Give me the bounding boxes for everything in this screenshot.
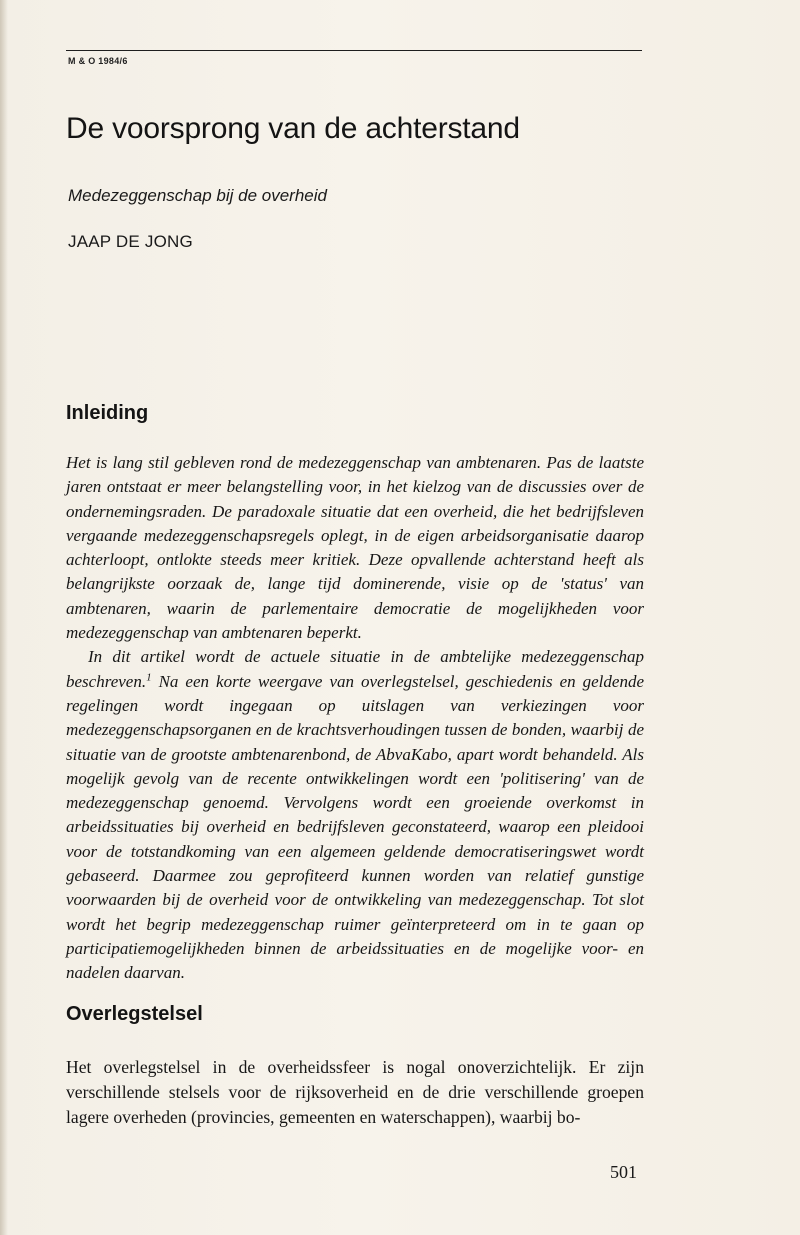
- page-edge-shadow: [0, 0, 8, 1235]
- running-head: M & O 1984/6: [68, 56, 128, 66]
- abstract-sentence: Na een korte weergave van overlegstelsel, geschiedenis en geldende regelingen wordt ingegaan op uitslagen van verkiezingen voor medezeggenschapsorganen en de krachtsverhoudingen tussen de bonden, waarbij de situatie van de grootste ambtenarenbond, de AbvaKabo, apart wordt behandeld. Als mogelijk gevolg van de recente ontwikkelingen wordt een 'politisering' van de medezeggenschap genoemd. Vervolgens wordt een groeiende overkomst in arbeidssituaties bij overheid en bedrijfsleven geconstateerd, waarop een pleidooi voor de totstandkoming van een algemeen geldende democratiseringswet wordt gebaseerd. Daarmee zou geprofiteerd kunnen worden van relatief gunstige voorwaarden bij de overheid voor de ontwikkeling van medezeggenschap. Tot slot wordt het begrip medezeggenschap ruimer geïnterpreteerd om in te gaan op participatiemogelijkheden binnen de arbeidssituaties en de mogelijke voor- en nadelen daarvan.: [66, 671, 644, 983]
- section-heading-overlegstelsel: Overlegstelsel: [66, 1003, 203, 1025]
- header-rule: [66, 50, 642, 51]
- page-number: 501: [610, 1162, 637, 1182]
- article-author: JAAP DE JONG: [68, 232, 193, 251]
- article-subtitle: Medezeggenschap bij de overheid: [68, 186, 327, 205]
- abstract-paragraph: [66, 645, 644, 985]
- footnote-marker[interactable]: 1: [146, 671, 152, 684]
- abstract-sentence: In dit artikel wordt de actuele situatie in de ambtelijke medezeggenschap beschreven.: [66, 647, 644, 691]
- article-title: De voorsprong van de achterstand: [66, 112, 520, 145]
- abstract-block: [66, 451, 644, 986]
- body-paragraph: Het overlegstelsel in de overheidssfeer is nogal onoverzichtelijk. Er zijn verschillende stelsels voor de rijksoverheid en de drie verschillende groepen lagere overheden (provincies, gemeenten en waterschappen), waarbij bo-: [66, 1057, 644, 1127]
- abstract-paragraph: Het is lang stil gebleven rond de medezeggenschap van ambtenaren. Pas de laatste jaren ontstaat er meer belangstelling voor, in het kielzog van de discussies over de ondernemingsraden. De paradoxale situatie dat een overheid, die het bedrijfsleven vergaande medezeggenschapsregels oplegt, in de eigen arbeidsorganisatie daarop achterloopt, ontlokte steeds meer kritiek. Deze opvallende achterstand heeft als belangrijkste oorzaak de, lange tijd dominerende, visie op de 'status' van ambtenaren, waarin de parlementaire democratie de mogelijkheden voor medezeggenschap van ambtenaren beperkt.: [66, 453, 644, 643]
- section-heading-inleiding: Inleiding: [66, 402, 149, 424]
